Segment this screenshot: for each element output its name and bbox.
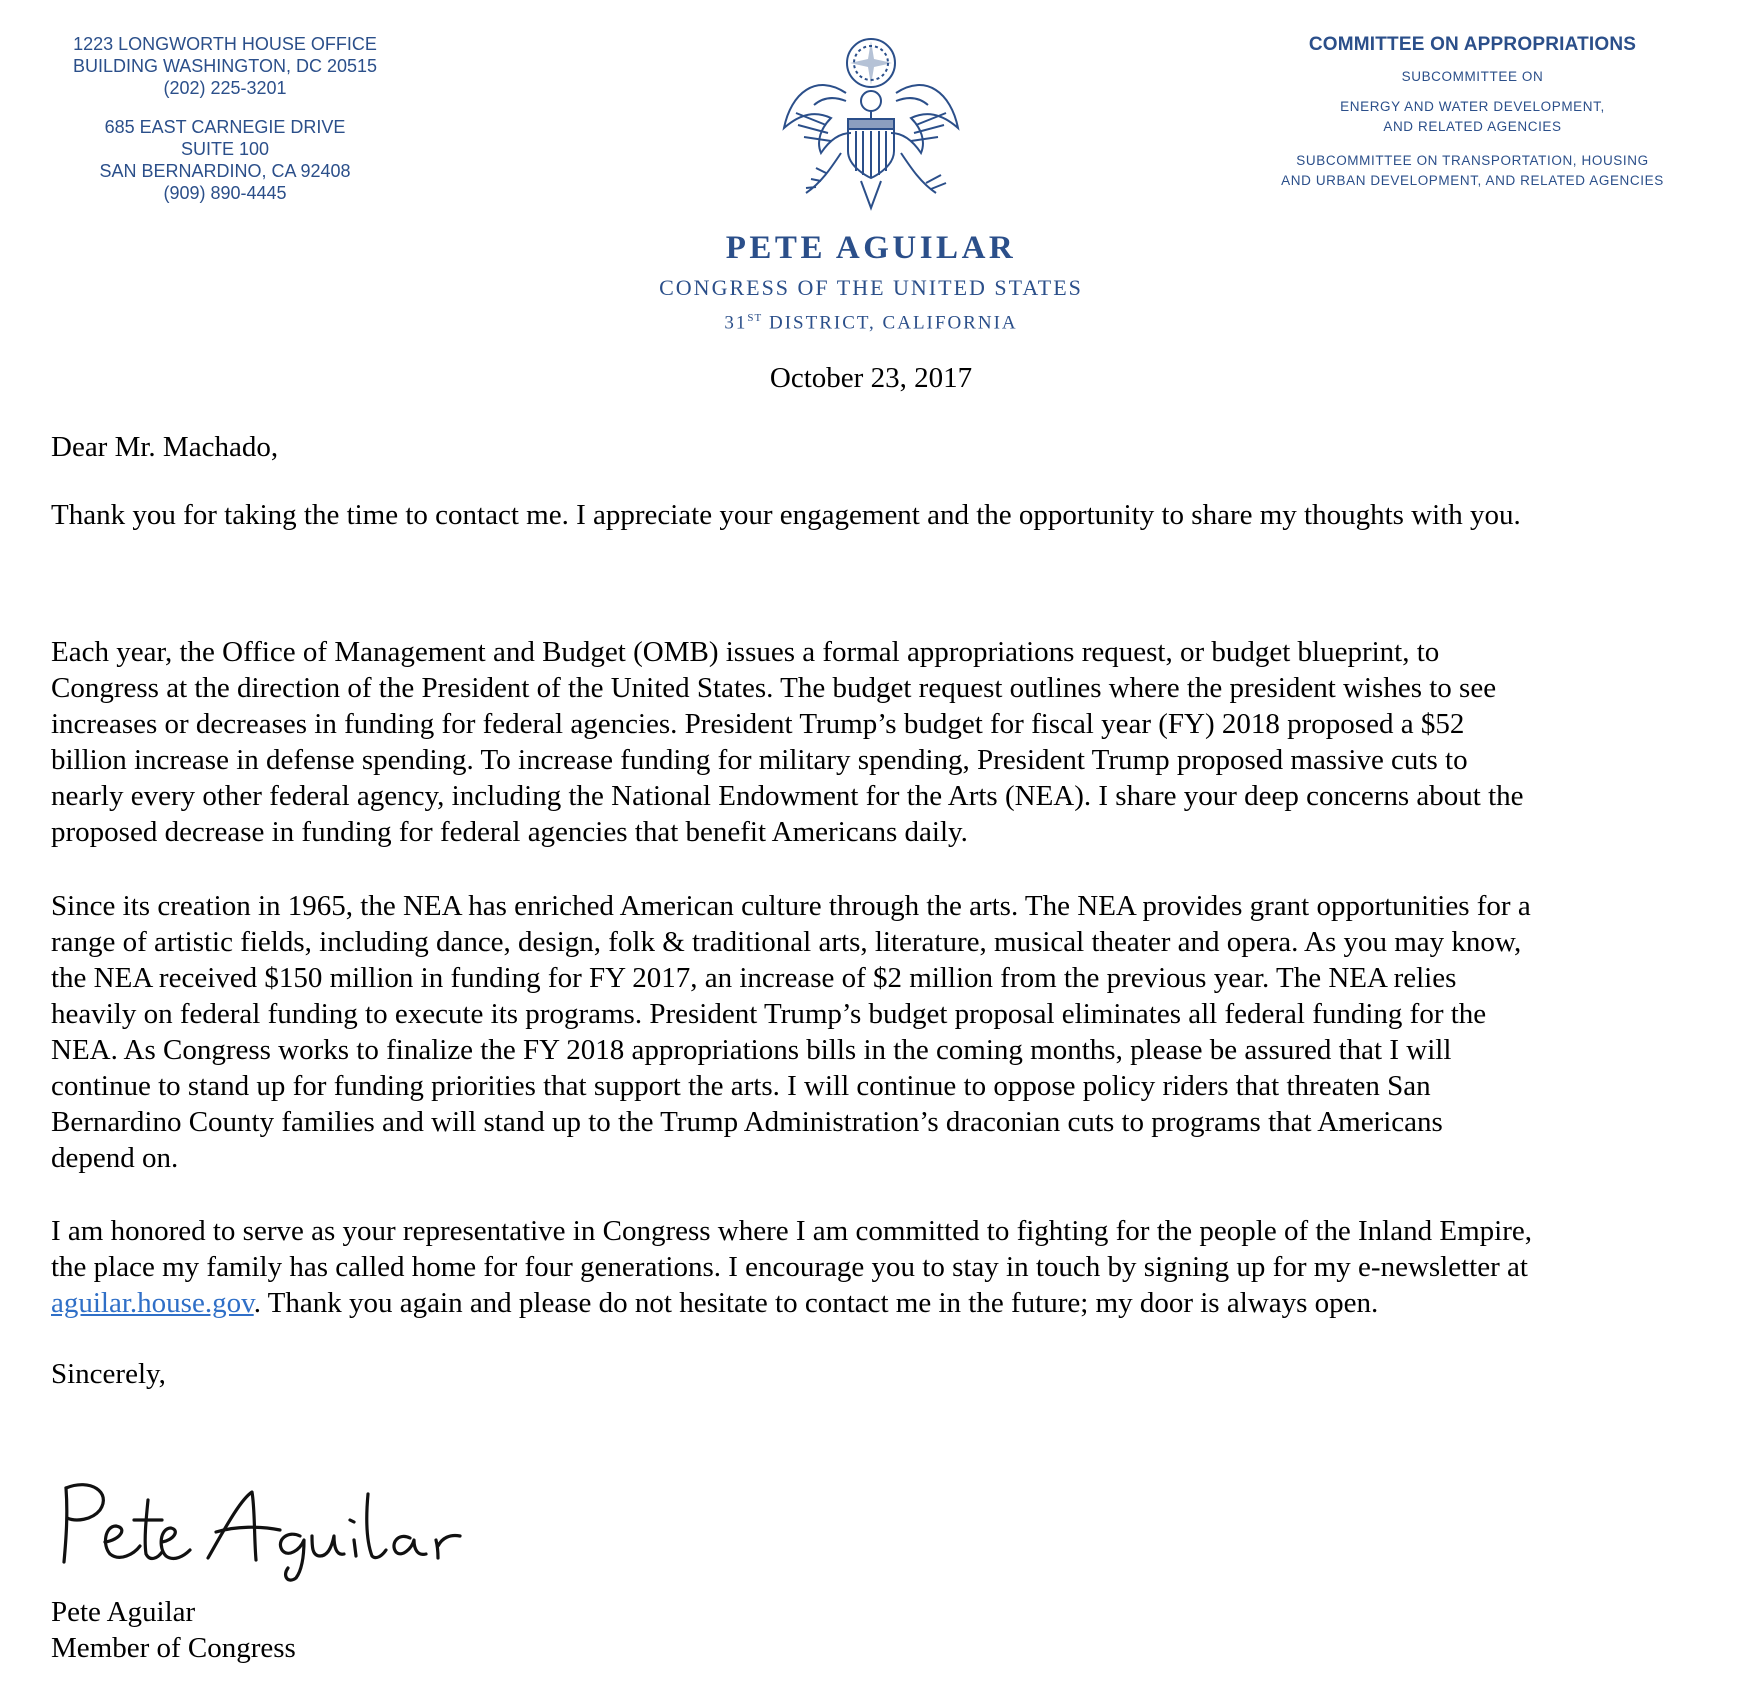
district-ordinal: ST: [747, 312, 763, 324]
letter-date: October 23, 2017: [769, 362, 973, 394]
subcommittee-line: AND RELATED AGENCIES: [1383, 119, 1562, 134]
district-title: [0, 303, 1742, 338]
paragraph-line: Congress at the direction of the President of the United States. The budget request outlines where the president wishes to see: [51, 672, 1497, 704]
paragraph-line: I am honored to serve as your representative in Congress where I am committed to fighting for the people of the Inland Empire,: [51, 1215, 1532, 1247]
subcommittee-line: ENERGY AND WATER DEVELOPMENT,: [1340, 99, 1605, 114]
subcommittee-line: SUBCOMMITTEE ON TRANSPORTATION, HOUSING: [1296, 153, 1649, 168]
office-addresses: [40, 33, 410, 204]
paragraph-nea: [51, 888, 1711, 1176]
closing: Sincerely,: [51, 1358, 166, 1390]
district-office-line: SUITE 100: [180, 139, 270, 159]
paragraph-line: the NEA received $150 million in funding for FY 2017, an increase of $2 million from the previous year. The NEA relies: [51, 962, 1457, 994]
paragraph-line: increases or decreases in funding for federal agencies. President Trump’s budget for fiscal year (FY) 2018 proposed a $52: [51, 708, 1465, 740]
congress-title: CONGRESS OF THE UNITED STATES: [659, 275, 1083, 300]
paragraph-line: Bernardino County families and will stand up to the Trump Administration’s draconian cuts to programs that Americans: [51, 1106, 1443, 1138]
committee-name: COMMITTEE ON APPROPRIATIONS: [1308, 34, 1637, 55]
paragraph-line: NEA. As Congress works to finalize the FY 2018 appropriations bills in the coming months, please be assured that I will: [51, 1034, 1452, 1066]
paragraph-line: range of artistic fields, including dance, design, folk & traditional arts, literature, musical theater and opera. As you may know,: [51, 926, 1522, 958]
paragraph-line: billion increase in defense spending. To increase funding for military spending, President Trump proposed massive cuts to: [51, 744, 1468, 776]
dc-office-line: BUILDING WASHINGTON, DC 20515: [72, 56, 378, 76]
paragraph-line: proposed decrease in funding for federal agencies that benefit Americans daily.: [51, 816, 968, 848]
paragraph-line: [51, 1285, 1711, 1321]
paragraph-line: Each year, the Office of Management and Budget (OMB) issues a formal appropriations request, or budget blueprint, to: [51, 636, 1440, 668]
newsletter-link[interactable]: aguilar.house.gov: [51, 1287, 254, 1319]
district-phone: (909) 890-4445: [163, 183, 287, 203]
signer-title: Member of Congress: [51, 1632, 296, 1664]
paragraph-line: nearly every other federal agency, including the National Endowment for the Arts (NEA). I share your deep concerns about the: [51, 780, 1524, 812]
dc-office-line: 1223 LONGWORTH HOUSE OFFICE: [73, 34, 377, 54]
paragraph-line-rest: . Thank you again and please do not hesitate to contact me in the future; my door is always open.: [253, 1287, 1379, 1319]
subcommittee-label: SUBCOMMITTEE ON: [1401, 69, 1544, 84]
paragraph-line: depend on.: [51, 1142, 179, 1174]
district-name: DISTRICT, CALIFORNIA: [762, 312, 1018, 334]
paragraph-closing-remarks: [51, 1213, 1711, 1321]
paragraph-budget: [51, 634, 1711, 850]
subcommittee-line: AND URBAN DEVELOPMENT, AND RELATED AGENCIES: [1281, 173, 1664, 188]
district-office-line: 685 EAST CARNEGIE DRIVE: [104, 117, 346, 137]
signer-name: Pete Aguilar: [51, 1596, 196, 1628]
representative-name: PETE AGUILAR: [725, 230, 1017, 266]
dc-phone: (202) 225-3201: [163, 78, 287, 98]
district-number: 31: [724, 312, 748, 334]
handwritten-signature: [50, 1470, 510, 1585]
district-office-line: SAN BERNARDINO, CA 92408: [99, 161, 351, 181]
salutation: Dear Mr. Machado,: [51, 431, 279, 463]
paragraph-line: heavily on federal funding to execute its programs. President Trump’s budget proposal eliminates all federal funding for the: [51, 998, 1487, 1030]
representative-name-block: [0, 228, 1742, 338]
paragraph-thanks: Thank you for taking the time to contact me. I appreciate your engagement and the opportunity to share my thoughts with you.: [51, 499, 1521, 531]
great-seal-eagle-icon: [776, 33, 966, 211]
paragraph-line: Since its creation in 1965, the NEA has enriched American culture through the arts. The NEA provides grant opportunities for a: [51, 890, 1531, 922]
paragraph-line: continue to stand up for funding priorities that support the arts. I will continue to oppose policy riders that threaten San: [51, 1070, 1431, 1102]
committee-assignments: [1230, 33, 1715, 191]
paragraph-line: the place my family has called home for four generations. I encourage you to stay in touch by signing up for my e-newsletter at: [51, 1251, 1528, 1283]
